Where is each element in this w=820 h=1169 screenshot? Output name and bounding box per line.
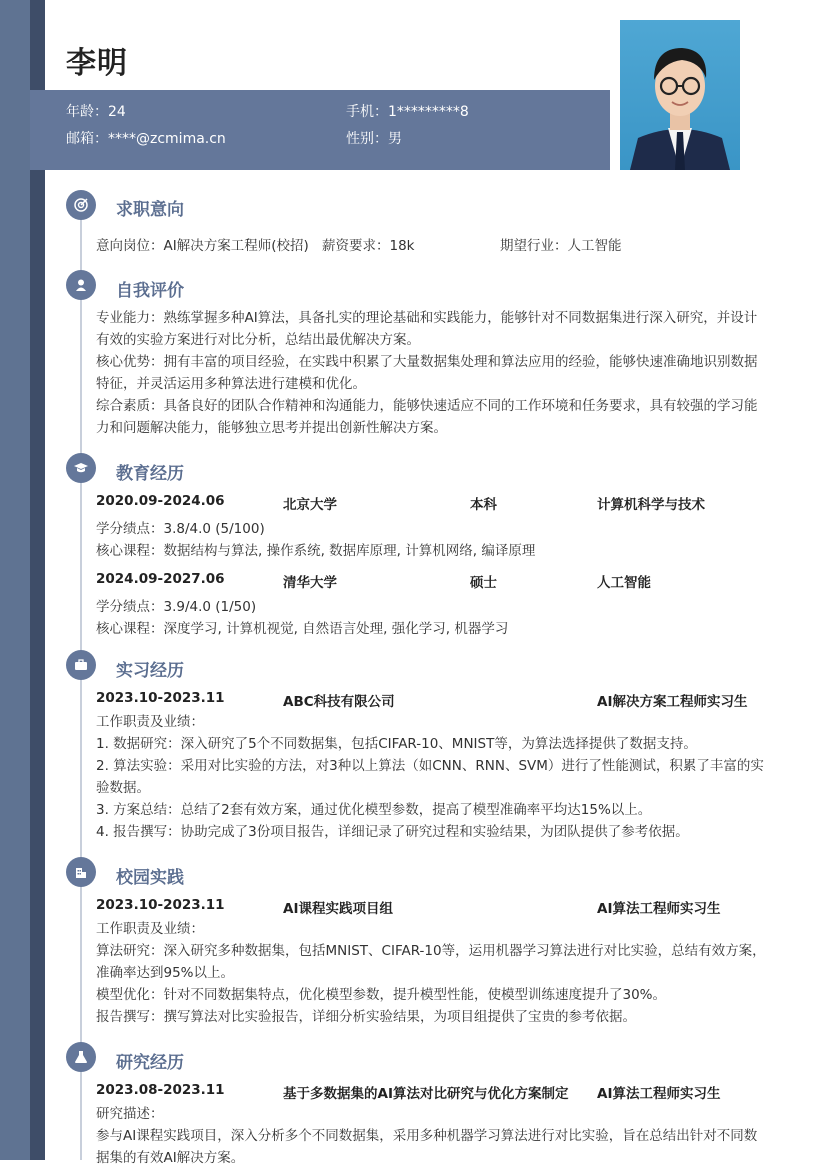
self-eval-1: 专业能力：熟练掌握多种AI算法，具备扎实的理论基础和实践能力，能够针对不同数据集进行深入研究，并设计有效的实验方案进行对比分析，总结出最优解决方案。 xyxy=(96,310,758,348)
intern-period: 2023.10-2023.11 xyxy=(96,690,225,706)
intent-salary: 薪资要求：18k xyxy=(322,238,415,254)
edu-2-courses: 核心课程：深度学习, 计算机视觉, 自然语言处理, 强化学习, 机器学习 xyxy=(96,621,509,637)
edu-1-school: 北京大学 xyxy=(283,497,337,513)
research-period: 2023.08-2023.11 xyxy=(96,1082,225,1098)
intern-role: AI解决方案工程师实习生 xyxy=(597,694,748,710)
intent-industry: 期望行业：人工智能 xyxy=(500,238,622,254)
section-title-intent: 求职意向 xyxy=(116,200,184,220)
intern-line-2: 2. 算法实验：采用对比实验的方法，对3种以上算法（如CNN、RNN、SVM）进行了性能测试，积累了丰富的实验数据。 xyxy=(96,758,764,796)
edu-2-major: 人工智能 xyxy=(597,575,651,591)
edu-1-gpa: 学分绩点：3.8/4.0 (5/100) xyxy=(96,521,265,537)
edu-2-gpa: 学分绩点：3.9/4.0 (1/50) xyxy=(96,599,257,615)
campus-line-2: 模型优化：针对不同数据集特点，优化模型参数，提升模型性能，使模型训练速度提升了30%。 xyxy=(96,987,667,1003)
campus-org: AI课程实践项目组 xyxy=(283,901,393,917)
campus-role: AI算法工程师实习生 xyxy=(597,901,721,917)
edu-1-degree: 本科 xyxy=(470,497,497,513)
person-icon xyxy=(66,270,96,300)
intern-line-3: 3. 方案总结：总结了2套有效方案，通过优化模型参数，提高了模型准确率平均达15%以上。 xyxy=(96,802,652,818)
age: 年龄：24 xyxy=(66,104,126,120)
intern-line-4: 4. 报告撰写：协助完成了3份项目报告，详细记录了研究过程和实验结果，为团队提供了参考依据。 xyxy=(96,824,689,840)
email: 邮箱：****@zcmima.cn xyxy=(66,131,226,147)
intent-position: 意向岗位：AI解决方案工程师(校招) xyxy=(96,238,309,254)
edu-1-major: 计算机科学与技术 xyxy=(597,497,705,513)
edu-1-courses: 核心课程：数据结构与算法, 操作系统, 数据库原理, 计算机网络, 编译原理 xyxy=(96,543,536,559)
target-icon xyxy=(66,190,96,220)
edu-2-degree: 硕士 xyxy=(470,575,497,591)
section-title-internship: 实习经历 xyxy=(116,661,184,681)
self-eval-3: 综合素质：具备良好的团队合作精神和沟通能力，能够快速适应不同的工作环境和任务要求，具有较强的学习能力和问题解决能力，能够独立思考并提出创新性解决方案。 xyxy=(96,398,758,436)
edu-1-period: 2020.09-2024.06 xyxy=(96,493,225,509)
graduation-cap-icon xyxy=(66,453,96,483)
research-project: 基于多数据集的AI算法对比研究与优化方案制定 xyxy=(283,1086,569,1102)
phone: 手机：1*********8 xyxy=(346,104,469,120)
left-stripe-inner xyxy=(30,0,45,1160)
campus-heading: 工作职责及业绩： xyxy=(96,921,204,937)
research-line-1: 参与AI课程实践项目，深入分析多个不同数据集，采用多种机器学习算法进行对比实验，旨在总结出针对不同数据集的有效AI解决方案。 xyxy=(96,1128,758,1166)
profile-photo xyxy=(620,20,740,170)
section-title-research: 研究经历 xyxy=(116,1053,184,1073)
research-role: AI算法工程师实习生 xyxy=(597,1086,721,1102)
section-title-campus: 校园实践 xyxy=(116,868,184,888)
briefcase-icon xyxy=(66,650,96,680)
campus-line-1: 算法研究：深入研究多种数据集，包括MNIST、CIFAR-10等，运用机器学习算法进行对比实验，总结有效方案，准确率达到95%以上。 xyxy=(96,943,766,981)
intern-line-1: 1. 数据研究：深入研究了5个不同数据集，包括CIFAR-10、MNIST等，为算法选择提供了数据支持。 xyxy=(96,736,697,752)
gender: 性别：男 xyxy=(346,131,402,147)
left-stripe xyxy=(0,0,30,1160)
campus-period: 2023.10-2023.11 xyxy=(96,897,225,913)
building-icon xyxy=(66,857,96,887)
intern-company: ABC科技有限公司 xyxy=(283,694,395,710)
intern-heading: 工作职责及业绩： xyxy=(96,714,204,730)
research-heading: 研究描述： xyxy=(96,1106,164,1122)
edu-2-school: 清华大学 xyxy=(283,575,337,591)
candidate-name: 李明 xyxy=(66,46,128,81)
campus-line-3: 报告撰写：撰写算法对比实验报告，详细分析实验结果，为项目组提供了宝贵的参考依据。 xyxy=(96,1009,636,1025)
flask-icon xyxy=(66,1042,96,1072)
timeline-line xyxy=(80,200,82,1160)
self-eval-2: 核心优势：拥有丰富的项目经验，在实践中积累了大量数据集处理和算法应用的经验，能够快速准确地识别数据特征，并灵活运用多种算法进行建模和优化。 xyxy=(96,354,758,392)
section-title-education: 教育经历 xyxy=(116,464,184,484)
edu-2-period: 2024.09-2027.06 xyxy=(96,571,225,587)
section-title-self: 自我评价 xyxy=(116,281,184,301)
